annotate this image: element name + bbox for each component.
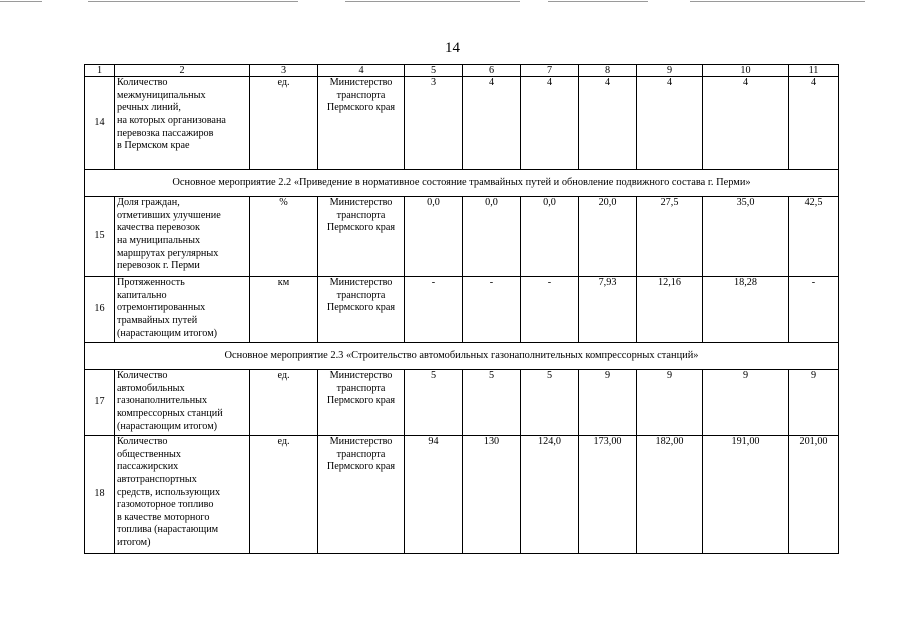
column-number: 10 (703, 65, 789, 77)
org-line: транспорта (336, 89, 386, 101)
value-cell: 9 (703, 370, 789, 436)
responsible-org (318, 277, 405, 343)
value-cell: 0,0 (463, 197, 521, 277)
indicator-name (115, 436, 250, 554)
scan-edge-line (690, 1, 865, 2)
section-row (85, 343, 839, 370)
indicator-name-line: качества перевозок (117, 222, 200, 234)
value-cell: 9 (579, 370, 637, 436)
value-cell: 4 (637, 77, 703, 170)
indicator-name (115, 277, 250, 343)
value-cell: 18,28 (703, 277, 789, 343)
unit: ед. (250, 436, 318, 554)
indicator-name (115, 77, 250, 170)
org-line: транспорта (336, 448, 386, 460)
responsible-org (318, 77, 405, 170)
org-line: Министерство (329, 277, 393, 288)
org-line: Пермского края (326, 461, 396, 473)
page-number: 14 (445, 40, 460, 56)
value-cell: 27,5 (637, 197, 703, 277)
indicator-name-line: на муниципальных (117, 234, 201, 246)
value-cell: 9 (789, 370, 839, 436)
indicator-name (115, 370, 250, 436)
scan-edge-line (0, 1, 42, 2)
indicator-name-line: в Пермском крае (117, 140, 190, 152)
column-number: 11 (789, 65, 839, 77)
indicator-name-line: Доля граждан, (117, 197, 180, 208)
value-cell: 4 (579, 77, 637, 170)
indicator-name-line: пассажирских (117, 461, 179, 473)
column-number: 3 (250, 65, 318, 77)
unit: ед. (250, 370, 318, 436)
scan-edge-line (548, 1, 648, 2)
value-cell: 0,0 (405, 197, 463, 277)
column-number-row (85, 65, 839, 77)
value-cell: 0,0 (521, 197, 579, 277)
indicator-name-line: межмуниципальных (117, 89, 206, 101)
value-cell: 4 (703, 77, 789, 170)
value-cell: 5 (463, 370, 521, 436)
value-cell: - (405, 277, 463, 343)
indicator-name-line: (нарастающим итогом) (117, 327, 218, 339)
value-cell: - (789, 277, 839, 343)
responsible-org (318, 370, 405, 436)
indicator-name-line: капитально (117, 289, 167, 301)
indicator-name-line: в качестве моторного (117, 511, 210, 523)
scan-edge-line (345, 1, 520, 2)
indicator-name-line: средств, использующих (117, 486, 221, 498)
value-cell: 12,16 (637, 277, 703, 343)
org-line: Министерство (329, 436, 393, 447)
indicator-name-line: топлива (нарастающим (117, 524, 219, 536)
indicator-name-line: перевозок г. Перми (117, 260, 200, 272)
org-line: транспорта (336, 382, 386, 394)
column-number: 1 (85, 65, 115, 77)
scan-edge-line (88, 1, 298, 2)
org-line: Пермского края (326, 395, 396, 407)
value-cell: 94 (405, 436, 463, 554)
unit: % (250, 197, 318, 277)
indicator-name (115, 197, 250, 277)
indicator-name-line: компрессорных станций (117, 407, 223, 419)
value-cell: 130 (463, 436, 521, 554)
indicator-name-line: речных линий, (117, 102, 181, 114)
indicator-name-line: трамвайных путей (117, 314, 198, 326)
value-cell: 182,00 (637, 436, 703, 554)
responsible-org (318, 197, 405, 277)
table-row (85, 277, 839, 343)
indicator-name-line: Протяженность (117, 277, 185, 288)
value-cell: 4 (463, 77, 521, 170)
value-cell: 191,00 (703, 436, 789, 554)
section-title: Основное мероприятие 2.2 «Приведение в нормативное состояние трамвайных путей и обновление подвижного состава г. Перми» (85, 170, 839, 197)
row-number: 15 (85, 197, 115, 277)
responsible-org (318, 436, 405, 554)
indicator-name-line: автотранспортных (117, 473, 197, 485)
value-cell: 4 (789, 77, 839, 170)
indicator-name-line: Количество (117, 370, 168, 381)
value-cell: 20,0 (579, 197, 637, 277)
indicator-name-line: общественных (117, 448, 181, 460)
indicator-name-line: итогом) (117, 537, 151, 549)
indicator-name-line: газомоторное топливо (117, 499, 214, 511)
column-number: 4 (318, 65, 405, 77)
section-title: Основное мероприятие 2.3 «Строительство автомобильных газонаполнительных компрессорных станций» (85, 343, 839, 370)
org-line: Пермского края (326, 222, 396, 234)
value-cell: 4 (521, 77, 579, 170)
table-row (85, 197, 839, 277)
row-number: 18 (85, 436, 115, 554)
value-cell: 124,0 (521, 436, 579, 554)
column-number: 7 (521, 65, 579, 77)
indicator-name-line: на которых организована (117, 114, 226, 126)
indicator-name-line: отметивших улучшение (117, 209, 221, 221)
value-cell: 201,00 (789, 436, 839, 554)
org-line: транспорта (336, 289, 386, 301)
org-line: Министерство (329, 370, 393, 381)
column-number: 6 (463, 65, 521, 77)
indicator-name-line: газонаполнительных (117, 395, 208, 407)
column-number: 2 (115, 65, 250, 77)
table-row (85, 436, 839, 554)
value-cell: 9 (637, 370, 703, 436)
indicator-name-line: отремонтированных (117, 302, 206, 314)
column-number: 5 (405, 65, 463, 77)
indicator-name-line: автомобильных (117, 382, 185, 394)
row-number: 17 (85, 370, 115, 436)
value-cell: 173,00 (579, 436, 637, 554)
org-line: Пермского края (326, 102, 396, 114)
value-cell: 35,0 (703, 197, 789, 277)
org-line: Пермского края (326, 302, 396, 314)
value-cell: 7,93 (579, 277, 637, 343)
indicator-name-line: маршрутах регулярных (117, 247, 219, 259)
value-cell: - (463, 277, 521, 343)
section-row (85, 170, 839, 197)
value-cell: 3 (405, 77, 463, 170)
column-number: 8 (579, 65, 637, 77)
row-number: 14 (85, 77, 115, 170)
value-cell: - (521, 277, 579, 343)
value-cell: 5 (405, 370, 463, 436)
value-cell: 42,5 (789, 197, 839, 277)
row-number: 16 (85, 277, 115, 343)
value-cell: 5 (521, 370, 579, 436)
indicators-table (84, 64, 839, 554)
unit: км (250, 277, 318, 343)
org-line: Министерство (329, 77, 393, 88)
column-number: 9 (637, 65, 703, 77)
indicator-name-line: Количество (117, 77, 168, 88)
org-line: транспорта (336, 209, 386, 221)
table-row (85, 370, 839, 436)
indicator-name-line: Количество (117, 436, 168, 447)
unit: ед. (250, 77, 318, 170)
org-line: Министерство (329, 197, 393, 208)
indicator-name-line: (нарастающим итогом) (117, 420, 218, 432)
table-row (85, 77, 839, 170)
indicator-name-line: перевозка пассажиров (117, 127, 214, 139)
